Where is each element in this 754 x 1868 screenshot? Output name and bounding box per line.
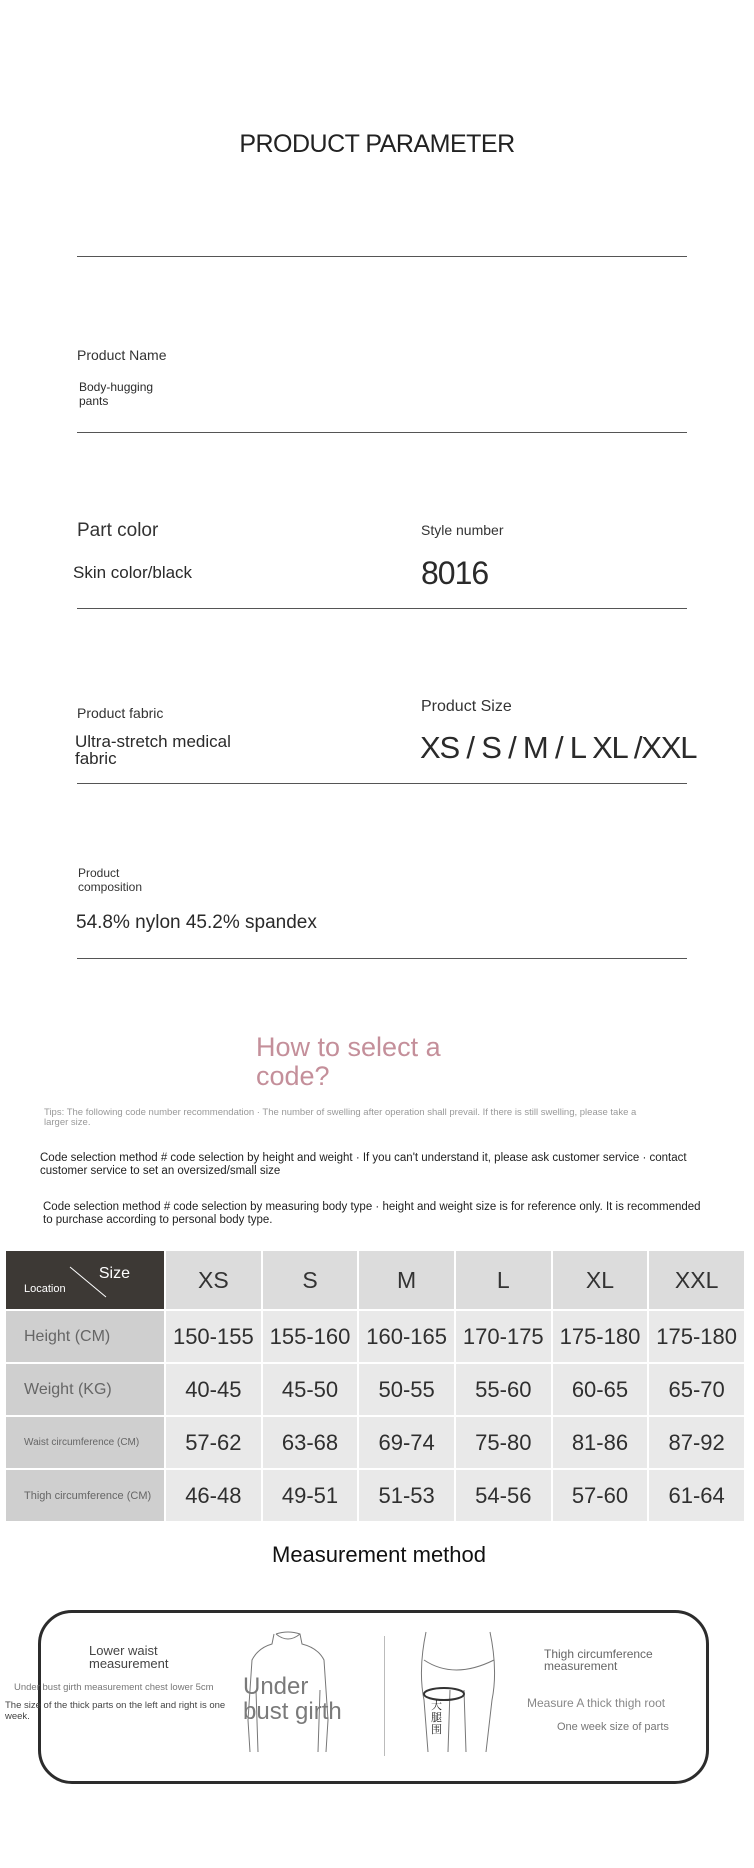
size-table bbox=[4, 1249, 746, 1523]
table-cell: 175-180 bbox=[553, 1311, 648, 1362]
thigh-week-label: One week size of parts bbox=[557, 1721, 669, 1733]
size-header-xs: XS bbox=[166, 1251, 261, 1309]
divider bbox=[77, 783, 687, 784]
thigh-mark-label: 大腿围 bbox=[431, 1700, 442, 1736]
table-cell: 45-50 bbox=[263, 1364, 358, 1415]
row-label-height: Height (CM) bbox=[6, 1311, 164, 1362]
table-cell: 49-51 bbox=[263, 1470, 358, 1521]
table-cell: 75-80 bbox=[456, 1417, 551, 1468]
size-header-xxl: XXL bbox=[649, 1251, 744, 1309]
table-cell: 40-45 bbox=[166, 1364, 261, 1415]
table-cell: 46-48 bbox=[166, 1470, 261, 1521]
divider bbox=[77, 432, 687, 433]
measurement-heading: Measurement method bbox=[272, 1542, 486, 1567]
under-bust-big-label: Under bust girth bbox=[243, 1673, 342, 1725]
row-label-waist: Waist circumference (CM) bbox=[6, 1417, 164, 1468]
composition-label: Product composition bbox=[78, 866, 143, 894]
table-row-waist bbox=[6, 1417, 744, 1468]
select-note-height-weight: Code selection method # code selection by height and weight · If you can't understand it, please ask customer service · contact customer service to set an oversized/small size bbox=[40, 1152, 687, 1177]
table-cell: 54-56 bbox=[456, 1470, 551, 1521]
corner-size-label: Size bbox=[98, 1265, 130, 1282]
table-cell: 81-86 bbox=[553, 1417, 648, 1468]
table-cell: 60-65 bbox=[553, 1364, 648, 1415]
under-bust-note: Under bust girth measurement chest lower 5cm bbox=[14, 1682, 214, 1693]
fabric-label: Product fabric bbox=[77, 705, 164, 721]
panel-divider bbox=[384, 1636, 385, 1756]
table-cell: 69-74 bbox=[359, 1417, 454, 1468]
table-cell: 63-68 bbox=[263, 1417, 358, 1468]
table-cell: 170-175 bbox=[456, 1311, 551, 1362]
row-label-weight: Weight (KG) bbox=[6, 1364, 164, 1415]
fabric-value: Ultra-stretch medical fabric bbox=[75, 732, 231, 768]
thigh-outline-icon bbox=[414, 1630, 504, 1755]
table-row-weight bbox=[6, 1364, 744, 1415]
style-number-value: 8016 bbox=[421, 555, 489, 591]
table-cell: 61-64 bbox=[649, 1470, 744, 1521]
thick-parts-note: The size of the thick parts on the left and right is one week. bbox=[5, 1700, 226, 1722]
table-cell: 87-92 bbox=[649, 1417, 744, 1468]
size-header-l: L bbox=[456, 1251, 551, 1309]
table-corner bbox=[6, 1251, 164, 1309]
table-cell: 55-60 bbox=[456, 1364, 551, 1415]
divider bbox=[77, 256, 687, 257]
table-cell: 155-160 bbox=[263, 1311, 358, 1362]
part-color-label: Part color bbox=[77, 520, 159, 541]
style-number-label: Style number bbox=[421, 522, 504, 538]
table-row-thigh bbox=[6, 1470, 744, 1521]
product-size-value: XS / S / M / L XL /XXL bbox=[420, 730, 697, 765]
thigh-circumference-label: Thigh circumference measurement bbox=[544, 1647, 653, 1673]
product-size-label: Product Size bbox=[421, 698, 512, 715]
table-cell: 65-70 bbox=[649, 1364, 744, 1415]
table-cell: 51-53 bbox=[359, 1470, 454, 1521]
part-color-value: Skin color/black bbox=[73, 563, 193, 582]
table-cell: 57-60 bbox=[553, 1470, 648, 1521]
size-header-row bbox=[6, 1251, 744, 1309]
product-name-label: Product Name bbox=[77, 347, 167, 363]
lower-waist-label: Lower waist measurement bbox=[89, 1643, 169, 1671]
table-row-height bbox=[6, 1311, 744, 1362]
table-cell: 175-180 bbox=[649, 1311, 744, 1362]
row-label-thigh: Thigh circumference (CM) bbox=[6, 1470, 164, 1521]
size-header-xl: XL bbox=[553, 1251, 648, 1309]
table-cell: 150-155 bbox=[166, 1311, 261, 1362]
corner-location-label: Location bbox=[24, 1283, 66, 1295]
page-title: PRODUCT PARAMETER bbox=[239, 130, 515, 158]
size-header-m: M bbox=[359, 1251, 454, 1309]
select-heading: How to select a code? bbox=[256, 1032, 441, 1091]
composition-value: 54.8% nylon 45.2% spandex bbox=[76, 912, 317, 933]
thigh-measure-a-label: Measure A thick thigh root bbox=[527, 1696, 666, 1710]
size-header-s: S bbox=[263, 1251, 358, 1309]
select-tip: Tips: The following code number recommendation · The number of swelling after operation shall prevail. If there is still swelling, please take a larger size. bbox=[44, 1107, 637, 1128]
divider bbox=[77, 608, 687, 609]
select-note-body-type: Code selection method # code selection by measuring body type · height and weight size is for reference only. It is recommended to purchase according to personal body type. bbox=[43, 1201, 701, 1226]
table-cell: 160-165 bbox=[359, 1311, 454, 1362]
table-cell: 50-55 bbox=[359, 1364, 454, 1415]
table-cell: 57-62 bbox=[166, 1417, 261, 1468]
product-name-value: Body-hugging pants bbox=[79, 380, 154, 408]
divider bbox=[77, 958, 687, 959]
